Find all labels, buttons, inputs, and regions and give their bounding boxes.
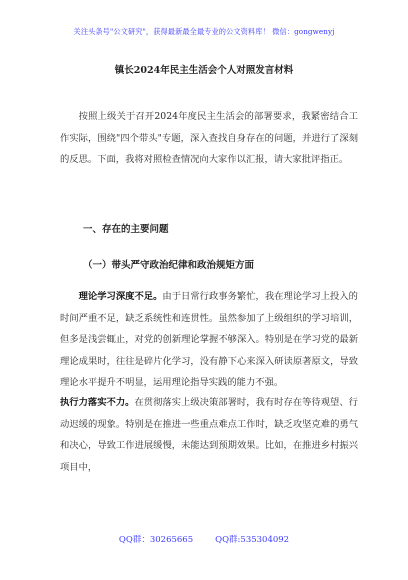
document-title: 镇长2024年民主生活会个人对照发言材料 [114, 65, 294, 76]
section-heading-problems: 一、存在的主要问题 [83, 224, 169, 235]
point-execution-text: 在贯彻落实上级决策部署时，我有时存在等待观望、行动迟缓的现象。特别是在推进一些重点难点工作时，缺乏攻坚克难的勇气和决心，导致工作进展缓慢，未能达到预期效果。比如，在推进乡村振兴项目中， [60, 397, 358, 473]
point-theory-study [60, 286, 358, 394]
point-theory-study-lead: 理论学习深度不足。 [78, 291, 163, 302]
point-execution [60, 392, 358, 478]
footer-qq-group-1: QQ群：30265665 [118, 535, 194, 545]
footer-qq-group-2: QQ群:535304092 [215, 535, 290, 545]
point-execution-lead: 执行力落实不力。 [60, 397, 135, 408]
intro-paragraph: 按照上级关于召开2024年度民主生活会的部署要求，我紧密结合工作实际，围绕"四个带头"专题，深入查找自身存在的问题，并进行了深刻的反思。下面，我将对照检查情况向大家作以汇报，请大家批评指正。 [60, 111, 358, 165]
subsection-heading-political-discipline: （一）带头严守政治纪律和政治规矩方面 [83, 260, 255, 271]
footer-qq-groups [0, 533, 408, 545]
point-theory-study-text: 由于日常行政事务繁忙，我在理论学习上投入的时间严重不足，缺乏系统性和连贯性。虽然参加了上级组织的学习培训，但多是浅尝辄止，对党的创新理论掌握不够深入。特别是在学习党的最新理论成果时，往往是碎片化学习，没有静下心来深入研读原著原文，导致理论水平提升不明显，运用理论指导实践的能力不强。 [60, 291, 358, 388]
header-promo-note: 关注头条号"公文研究"，获得最新最全最专业的公文资料库！ 微信：gongwenyj [73, 27, 335, 36]
